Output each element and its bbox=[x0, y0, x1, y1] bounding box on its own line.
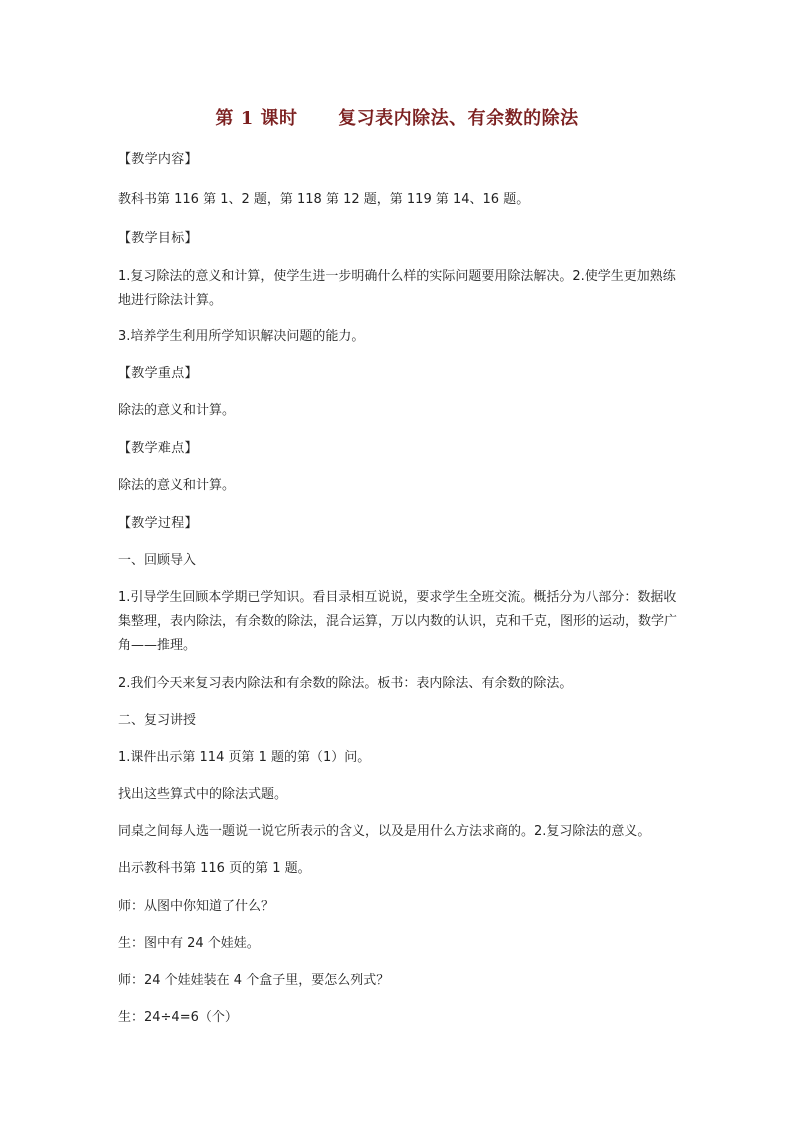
key-points-text: 除法的意义和计算。 bbox=[118, 403, 236, 418]
dialog-line-3: 师：24 个娃娃装在 4 个盒子里，要怎么列式？ bbox=[118, 973, 390, 988]
lesson-title: 第 1 课时 复习表内除法、有余数的除法 bbox=[215, 108, 579, 129]
difficult-points-heading: 【教学难点】 bbox=[118, 441, 198, 456]
teaching-goals-heading: 【教学目标】 bbox=[118, 231, 198, 246]
dialog-line-2: 生：图中有 24 个娃娃。 bbox=[118, 936, 260, 951]
part2-pair-text: 同桌之间每人选一题说一说它所表示的含义，以及是用什么方法求商的。2.复习除法的意义。 bbox=[118, 824, 651, 839]
teaching-content-heading: 【教学内容】 bbox=[118, 152, 198, 167]
teaching-goal-3: 3.培养学生利用所学知识解决问题的能力。 bbox=[118, 329, 365, 344]
dialog-line-4: 生：24÷4=6（个） bbox=[118, 1010, 238, 1025]
part1-item-1: 1.引导学生回顾本学期已学知识。看目录相互说说，要求学生全班交流。概括分为八部分：数据收集整理，表内除法，有余数的除法，混合运算，万以内数的认识，克和千克，图形的运动，数学广角——推理。 bbox=[118, 590, 678, 653]
part2-find-text: 找出这些算式中的除法式题。 bbox=[118, 787, 288, 802]
part2-item-1: 1.课件出示第 114 页第 1 题的第（1）问。 bbox=[118, 750, 371, 765]
part2-show-text: 出示教科书第 116 页的第 1 题。 bbox=[118, 861, 311, 876]
part1-heading: 一、回顾导入 bbox=[118, 553, 197, 568]
part1-item-2: 2.我们今天来复习表内除法和有余数的除法。板书：表内除法、有余数的除法。 bbox=[118, 676, 573, 691]
dialog-line-1: 师：从图中你知道了什么？ bbox=[118, 899, 275, 914]
teaching-goal-1-2: 1.复习除法的意义和计算，使学生进一步明确什么样的实际问题要用除法解决。2.使学生更加熟练地进行除法计算。 bbox=[118, 269, 676, 308]
part2-heading: 二、复习讲授 bbox=[118, 713, 197, 728]
teaching-process-heading: 【教学过程】 bbox=[118, 516, 198, 531]
teaching-content-text: 教科书第 116 第 1、2 题，第 118 第 12 题，第 119 第 14、16 题。 bbox=[118, 192, 530, 207]
difficult-points-text: 除法的意义和计算。 bbox=[118, 478, 236, 493]
key-points-heading: 【教学重点】 bbox=[118, 366, 198, 381]
